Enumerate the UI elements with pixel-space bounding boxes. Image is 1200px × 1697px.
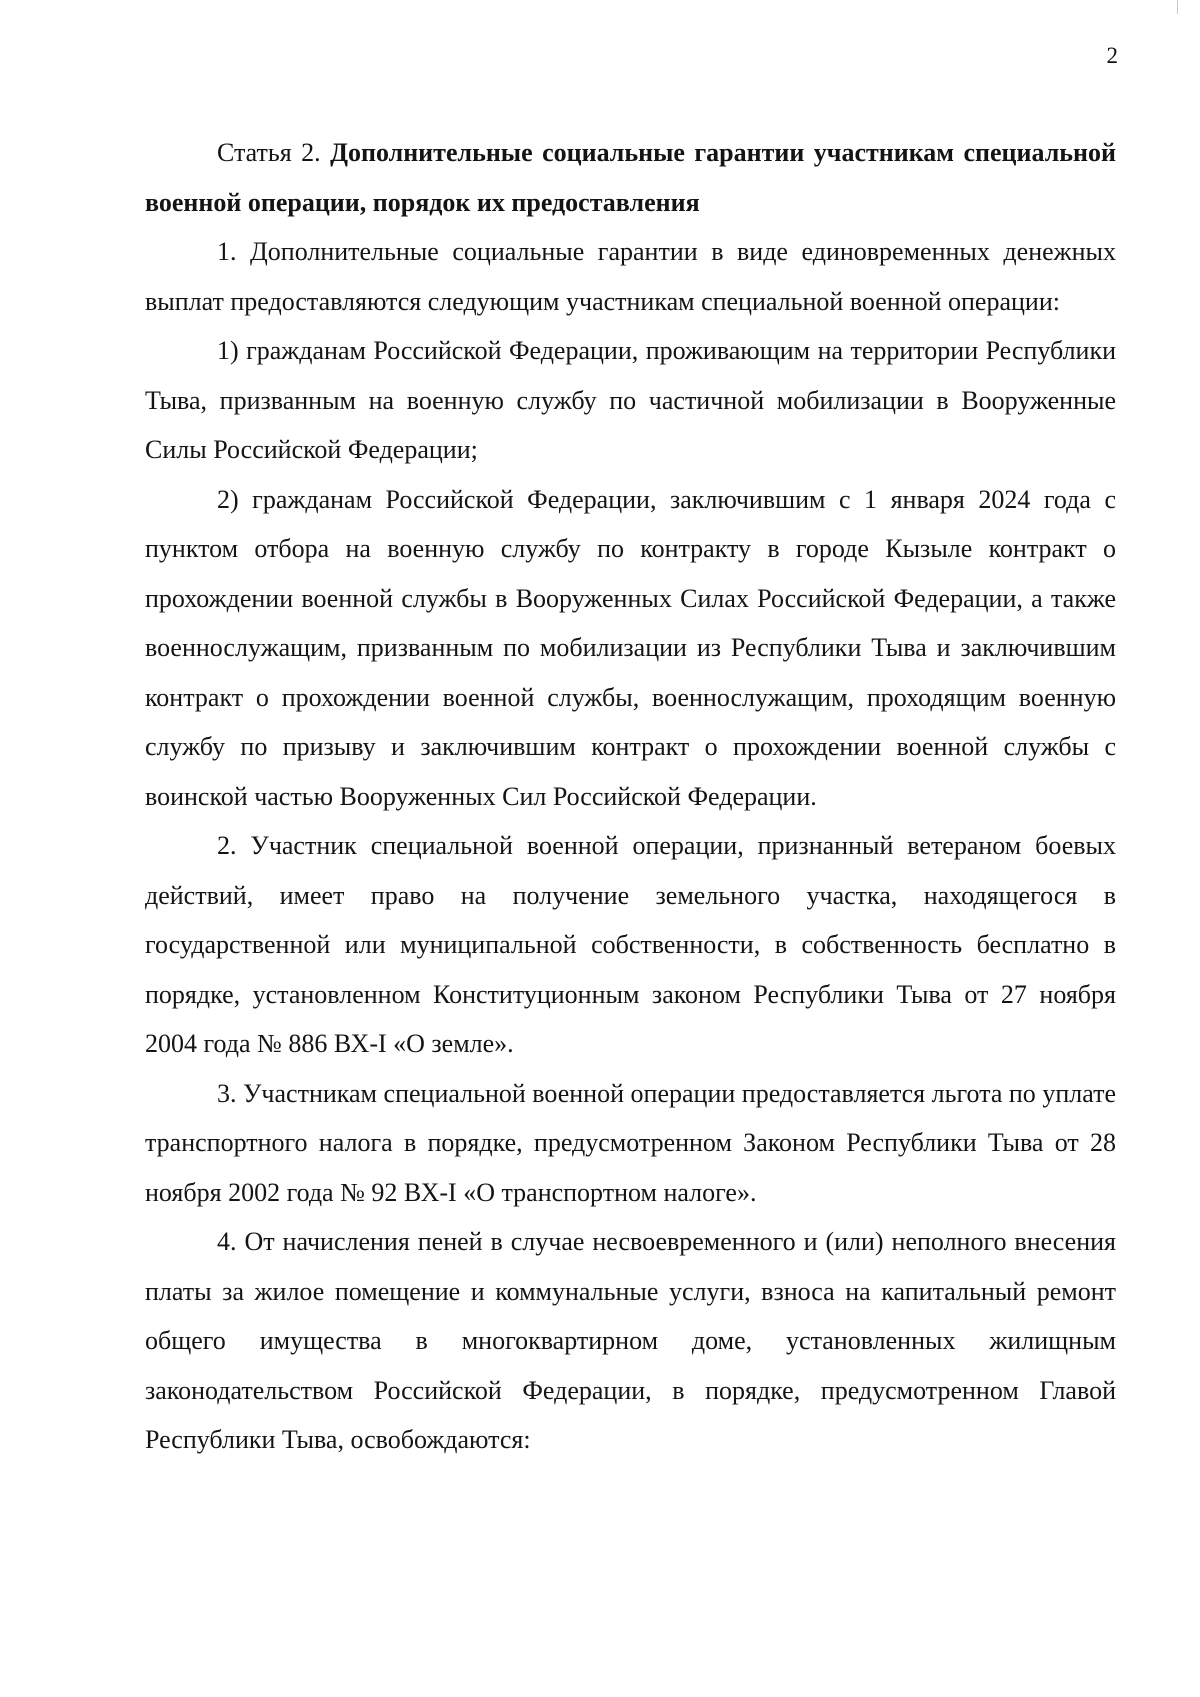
- paragraph-4: 4. От начисления пеней в случае несвоевременного и (или) неполного внесения платы за жилое помещение и коммунальные услуги, взноса на капитальный ремонт общего имущества в многоквартирном доме, установленных жилищным законодательством Российской Федерации, в порядке, предусмотренном Главой Республики Тыва, освобождаются:: [145, 1227, 1116, 1454]
- scan-edge-mark: [1177, 0, 1178, 14]
- paragraph-1-2: 2) гражданам Российской Федерации, заключившим с 1 января 2024 года с пунктом отбора на военную службу по контракту в городе Кызыле контракт о прохождении военной службы в Вооруженных Силах Российской Федерации, а также военнослужащим, призванным по мобилизации из Республики Тыва и заключившим контракт о прохождении военной службы, военнослужащим, проходящим военную службу по призыву и заключившим контракт о прохождении военной службы с воинской частью Вооруженных Сил Российской Федерации.: [145, 484, 1116, 811]
- paragraph-1: 1. Дополнительные социальные гарантии в виде единовременных денежных выплат предоставляются следующим участникам специальной военной операции:: [145, 237, 1116, 316]
- paragraph-3: 3. Участникам специальной военной операции предоставляется льгота по уплате транспортного налога в порядке, предусмотренном Законом Республики Тыва от 28 ноября 2002 года № 92 ВХ-I «О транспортном налоге».: [145, 1078, 1116, 1207]
- article-title: Дополнительные социальные гарантии участникам специальной военной операции, порядок их предоставления: [145, 138, 1116, 217]
- article-label: Статья 2.: [217, 138, 321, 167]
- document-body: [145, 128, 1116, 1465]
- page-number: 2: [1106, 43, 1118, 68]
- paragraph-2: 2. Участник специальной военной операции, признанный ветераном боевых действий, имеет право на получение земельного участка, находящегося в государственной или муниципальной собственности, в собственность бесплатно в порядке, установленном Конституционным законом Республики Тыва от 27 ноября 2004 года № 886 ВХ-I «О земле».: [145, 831, 1116, 1058]
- article-heading: [145, 128, 1116, 227]
- paragraph-1-1: 1) гражданам Российской Федерации, проживающим на территории Республики Тыва, призванным на военную службу по частичной мобилизации в Вооруженные Силы Российской Федерации;: [145, 336, 1116, 464]
